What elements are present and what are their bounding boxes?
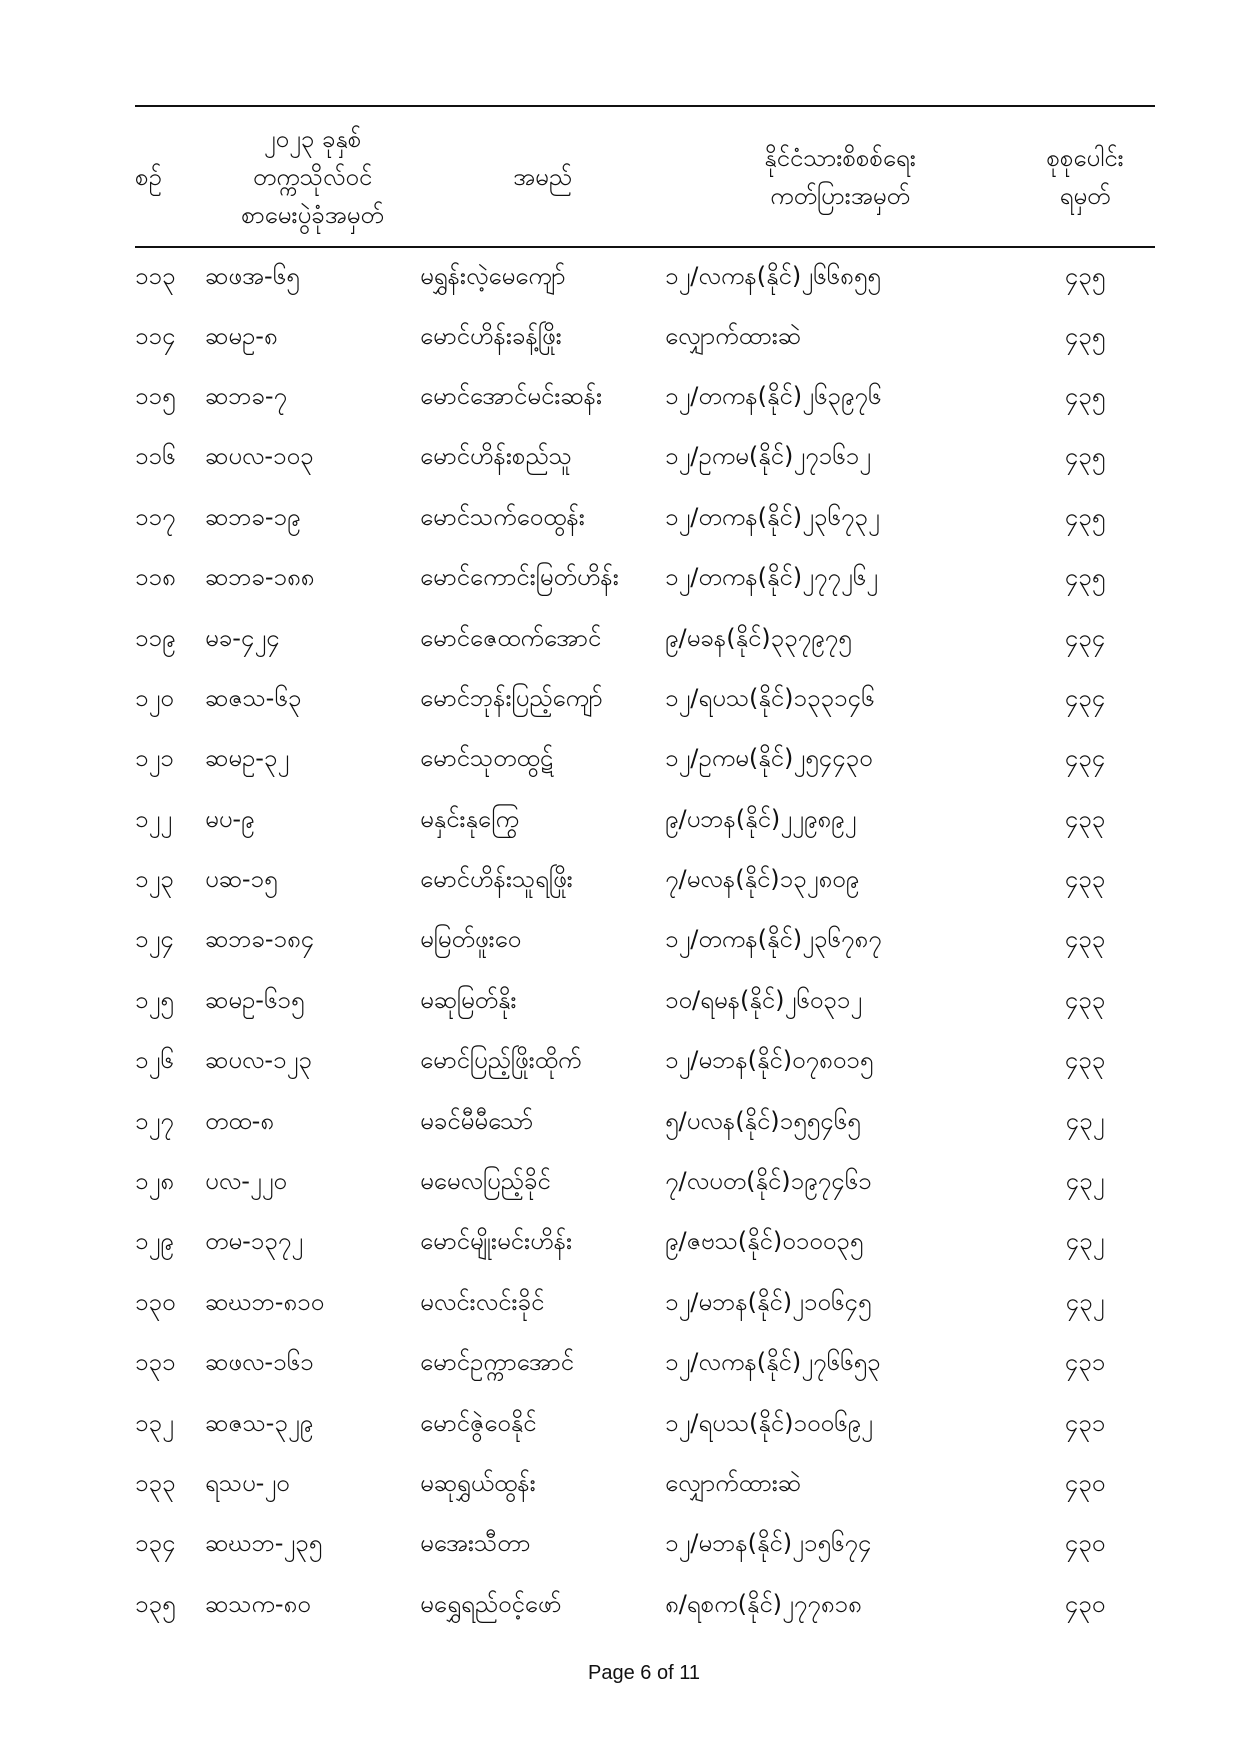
serial-no-cell: ၁၃၃ bbox=[135, 1469, 176, 1497]
roll-number-cell: ပဆ-၁၅ bbox=[205, 865, 278, 894]
nrc-cell: ၇/မလန(နိုင်)၁၃၂၈၀၉ bbox=[665, 865, 860, 894]
table-row bbox=[135, 489, 1155, 549]
total-marks-cell: ၄၃၄ bbox=[1064, 744, 1106, 773]
table-row bbox=[135, 1092, 1155, 1152]
serial-no-cell: ၁၂၂ bbox=[135, 804, 173, 833]
total-marks-cell: ၄၃၅ bbox=[1064, 321, 1106, 350]
nrc-cell: လျှောက်ထားဆဲ bbox=[665, 321, 801, 350]
nrc-cell: ၁၀/ရမန(နိုင်)၂၆၀၃၁၂ bbox=[665, 985, 863, 1014]
header-roll-line-3: စာမေးပွဲခုံအမှတ် bbox=[241, 200, 384, 229]
name-cell: မောင်မျိုးမင်းဟိန်း bbox=[420, 1227, 573, 1256]
nrc-cell: ၁၂/တကန(နိုင်)၂၃၆၇၈၇ bbox=[665, 925, 882, 954]
total-marks-cell: ၄၃၅ bbox=[1064, 261, 1106, 290]
name-cell: မောင်ဥက္ကာအောင် bbox=[420, 1348, 574, 1377]
roll-number-cell: ရသပ-၂၀ bbox=[205, 1469, 290, 1497]
table-row bbox=[135, 972, 1155, 1032]
total-marks-cell: ၄၃၃ bbox=[1064, 925, 1106, 954]
table-row bbox=[135, 670, 1155, 730]
table-body bbox=[135, 247, 1155, 1636]
roll-number-cell: ဆသက-၈၀ bbox=[205, 1589, 311, 1618]
nrc-cell: ၉/မခန(နိုင်)၃၃၇၉၇၅ bbox=[665, 623, 852, 652]
total-marks-cell: ၄၃၁ bbox=[1064, 1348, 1106, 1377]
total-marks-cell: ၄၃၂ bbox=[1065, 1167, 1105, 1196]
serial-no-cell: ၁၁၉ bbox=[135, 623, 176, 652]
roll-number-cell: ဆပလ-၁၂၃ bbox=[205, 1046, 312, 1075]
roll-number-cell: မခ-၄၂၄ bbox=[205, 623, 280, 652]
serial-no-cell: ၁၃၁ bbox=[135, 1348, 176, 1377]
name-cell: မရွှေရည်ဝင့်ဖော် bbox=[420, 1589, 562, 1618]
roll-number-cell: တမ-၁၃၇၂ bbox=[205, 1227, 304, 1256]
nrc-cell: ၁၂/မဘန(နိုင်)၀၇၈၀၁၅ bbox=[665, 1046, 874, 1075]
total-marks-cell: ၄၃၃ bbox=[1064, 1046, 1106, 1075]
table-row bbox=[135, 1576, 1155, 1636]
name-cell: မမြတ်ဖူးဝေ bbox=[420, 925, 522, 954]
table-row bbox=[135, 1334, 1155, 1394]
table-row bbox=[135, 428, 1155, 488]
table-row bbox=[135, 1153, 1155, 1213]
total-marks-cell: ၄၃၀ bbox=[1064, 1589, 1106, 1618]
total-marks-cell: ၄၃၂ bbox=[1065, 1227, 1105, 1256]
table-row bbox=[135, 851, 1155, 911]
table-row bbox=[135, 307, 1155, 367]
serial-no-cell: ၁၂၃ bbox=[135, 865, 174, 894]
roll-number-cell: ဆဇသ-၃၂၉ bbox=[205, 1408, 314, 1437]
serial-no-cell: ၁၂၈ bbox=[135, 1167, 174, 1196]
serial-no-cell: ၁၂၉ bbox=[135, 1227, 174, 1256]
roll-number-cell: ဆဃဘ-၈၁၀ bbox=[205, 1287, 325, 1316]
table-row bbox=[135, 368, 1155, 428]
total-marks-cell: ၄၃၄ bbox=[1064, 623, 1106, 652]
serial-no-cell: ၁၂၀ bbox=[135, 683, 174, 712]
total-marks-cell: ၄၃၂ bbox=[1065, 1287, 1105, 1316]
total-marks-cell: ၄၃၀ bbox=[1064, 1529, 1106, 1558]
total-marks-cell: ၄၃၁ bbox=[1064, 1408, 1106, 1437]
table-row bbox=[135, 730, 1155, 790]
header-marks-line-2: ရမှတ် bbox=[1059, 181, 1111, 210]
total-marks-cell: ၄၃၃ bbox=[1064, 985, 1106, 1014]
nrc-cell: ၁၂/ရပသ(နိုင်)၁၀၀၆၉၂ bbox=[665, 1408, 873, 1437]
header-roll-line-2: တက္ကသိုလ်ဝင် bbox=[252, 162, 373, 191]
serial-no-cell: ၁၃၄ bbox=[135, 1529, 176, 1558]
name-cell: မခင်မီမီသော် bbox=[420, 1106, 534, 1135]
serial-no-cell: ၁၂၅ bbox=[135, 985, 174, 1014]
nrc-cell: ၁၂/တကန(နိုင်)၂၇၇၂၆၂ bbox=[665, 563, 878, 592]
roll-number-cell: ပလ-၂၂၀ bbox=[205, 1167, 287, 1196]
table-row bbox=[135, 1515, 1155, 1575]
header-marks-line-1: စုစုပေါင်း bbox=[1046, 143, 1124, 172]
serial-no-cell: ၁၃၅ bbox=[135, 1589, 176, 1618]
total-marks-cell: ၄၃၃ bbox=[1064, 804, 1106, 833]
table-row bbox=[135, 1032, 1155, 1092]
nrc-cell: လျှောက်ထားဆဲ bbox=[665, 1469, 801, 1497]
table-row bbox=[135, 549, 1155, 609]
nrc-cell: ၁၂/တကန(နိုင်)၂၃၆၇၃၂ bbox=[665, 502, 880, 531]
nrc-cell: ၁၂/မဘန(နိုင်)၂၁၅၆၇၄ bbox=[665, 1529, 872, 1558]
nrc-cell: ၁၂/လကန(နိုင်)၂၇၆၆၅၃ bbox=[665, 1348, 881, 1377]
name-cell: မောင်သုတထွဋ် bbox=[420, 744, 554, 773]
roll-number-cell: ဆဘခ-၁၈၄ bbox=[205, 925, 315, 954]
roll-number-cell: ဆမဥ-၃၂ bbox=[205, 744, 290, 773]
roll-number-cell: ဆဖအ-၆၅ bbox=[205, 261, 300, 290]
table-row bbox=[135, 1274, 1155, 1334]
header-roll-line-1: ၂၀၂၃ ခုနှစ် bbox=[263, 124, 362, 153]
roll-number-cell: ဆဘခ-၁၈၈ bbox=[205, 563, 315, 592]
nrc-cell: ၁၂/ဥကမ(နိုင်)၂၅၄၄၃၀ bbox=[665, 744, 873, 773]
serial-no-cell: ၁၂၄ bbox=[135, 925, 174, 954]
serial-no-cell: ၁၂၁ bbox=[135, 744, 174, 773]
serial-no-cell: ၁၁၄ bbox=[135, 321, 176, 350]
name-cell: မရွှန်းလဲ့မေကျော် bbox=[420, 261, 566, 290]
serial-no-cell: ၁၁၆ bbox=[135, 442, 176, 471]
name-cell: မောင်အောင်မင်းဆန်း bbox=[420, 381, 603, 410]
name-cell: မောင်ဟိန်းသူရဖြိုး bbox=[420, 865, 573, 894]
header-nrc bbox=[665, 106, 1015, 247]
nrc-cell: ၁၂/ဥကမ(နိုင်)၂၇၁၆၁၂ bbox=[665, 442, 871, 471]
serial-no-cell: ၁၁၅ bbox=[135, 381, 176, 410]
total-marks-cell: ၄၃၀ bbox=[1064, 1469, 1106, 1497]
nrc-cell: ၉/ဇဗသ(နိုင်)၀၁၀၀၃၅ bbox=[665, 1227, 864, 1256]
total-marks-cell: ၄၃၂ bbox=[1065, 1106, 1105, 1135]
nrc-cell: ၁၂/လကန(နိုင်)၂၆၆၈၅၅ bbox=[665, 261, 881, 290]
serial-no-cell: ၁၁၈ bbox=[135, 563, 176, 592]
table-row bbox=[135, 911, 1155, 971]
header-nrc-line-1: နိုင်ငံသားစိစစ်ရေး bbox=[764, 143, 916, 172]
total-marks-cell: ၄၃၄ bbox=[1064, 683, 1106, 712]
table-row bbox=[135, 1394, 1155, 1454]
roll-number-cell: ဆဇသ-၆၃ bbox=[205, 683, 302, 712]
table-row bbox=[135, 247, 1155, 307]
nrc-cell: ၁၂/တကန(နိုင်)၂၆၃၉၇၆ bbox=[665, 381, 882, 410]
roll-number-cell: တထ-၈ bbox=[205, 1106, 274, 1135]
name-cell: မောင်သက်ဝေထွန်း bbox=[420, 502, 585, 531]
name-cell: မလင်းလင်းခိုင် bbox=[420, 1287, 545, 1316]
name-cell: မောင်ဟိန်းခန့်ဖြိုး bbox=[420, 321, 562, 350]
total-marks-cell: ၄၃၅ bbox=[1064, 442, 1106, 471]
name-cell: မအေးသီတာ bbox=[420, 1529, 531, 1558]
serial-no-cell: ၁၁၇ bbox=[135, 502, 176, 531]
total-marks-cell: ၄၃၅ bbox=[1064, 563, 1106, 592]
roll-number-cell: ဆမဥ-၆၁၅ bbox=[205, 985, 305, 1014]
page-number-footer: Page 6 of 11 bbox=[588, 1662, 700, 1684]
roll-number-cell: ဆဘခ-၇ bbox=[205, 381, 287, 410]
roll-number-cell: ဆမဥ-၈ bbox=[205, 321, 278, 350]
header-nrc-line-2: ကတ်ပြားအမှတ် bbox=[770, 181, 910, 210]
nrc-cell: ၇/လပတ(နိုင်)၁၉၇၄၆၁ bbox=[665, 1167, 872, 1196]
roll-number-cell: မပ-၉ bbox=[205, 804, 255, 833]
nrc-cell: ၅/ပလန(နိုင်)၁၅၅၄၆၅ bbox=[665, 1106, 861, 1135]
nrc-cell: ၉/ပဘန(နိုင်)၂၂၉၈၉၂ bbox=[665, 804, 857, 833]
name-cell: မောင်ဘုန်းပြည့်ကျော် bbox=[420, 683, 603, 712]
total-marks-cell: ၄၃၅ bbox=[1064, 381, 1106, 410]
table-row bbox=[135, 1213, 1155, 1273]
name-cell: မောင်ဟိန်းစည်သူ bbox=[420, 442, 572, 471]
roll-number-cell: ဆဖလ-၁၆၁ bbox=[205, 1348, 314, 1377]
serial-no-cell: ၁၂၇ bbox=[135, 1106, 174, 1135]
header-roll-number bbox=[205, 106, 420, 247]
name-cell: မမေလပြည့်ခိုင် bbox=[420, 1167, 551, 1196]
roll-number-cell: ဆဘခ-၁၉ bbox=[205, 502, 301, 531]
serial-no-cell: ၁၃၂ bbox=[135, 1408, 174, 1437]
serial-no-cell: ၁၁၃ bbox=[135, 261, 176, 290]
header-serial-no: စဉ် bbox=[135, 106, 205, 247]
header-name: အမည် bbox=[420, 106, 665, 247]
nrc-cell: ၁၂/မဘန(နိုင်)၂၁၀၆၄၅ bbox=[665, 1287, 872, 1316]
table-row bbox=[135, 1455, 1155, 1515]
nrc-cell: ၁၂/ရပသ(နိုင်)၁၃၃၁၄၆ bbox=[665, 683, 875, 712]
serial-no-cell: ၁၂၆ bbox=[135, 1046, 174, 1075]
name-cell: မနှင်းနုကြွေ bbox=[420, 804, 519, 833]
total-marks-cell: ၄၃၅ bbox=[1064, 502, 1106, 531]
header-total-marks bbox=[1015, 106, 1155, 247]
name-cell: မောင်ဇွဲဝေနိုင် bbox=[420, 1408, 537, 1437]
name-cell: မဆုရွှယ်ထွန်း bbox=[420, 1469, 536, 1497]
results-table bbox=[135, 105, 1155, 1636]
nrc-cell: ၈/ရစက(နိုင်)၂၇၇၈၁၈ bbox=[665, 1589, 862, 1618]
total-marks-cell: ၄၃၃ bbox=[1064, 865, 1106, 894]
name-cell: မောင်ဇေထက်အောင် bbox=[420, 623, 602, 652]
serial-no-cell: ၁၃၀ bbox=[135, 1287, 176, 1316]
name-cell: မောင်ပြည့်ဖြိုးထိုက် bbox=[420, 1046, 582, 1075]
table-header-row bbox=[135, 106, 1155, 247]
name-cell: မောင်ကောင်းမြတ်ဟိန်း bbox=[420, 563, 619, 592]
table-row bbox=[135, 791, 1155, 851]
roll-number-cell: ဆပလ-၁၀၃ bbox=[205, 442, 314, 471]
roll-number-cell: ဆဃဘ-၂၃၅ bbox=[205, 1529, 323, 1558]
table-row bbox=[135, 609, 1155, 669]
name-cell: မဆုမြတ်နိုး bbox=[420, 985, 517, 1014]
